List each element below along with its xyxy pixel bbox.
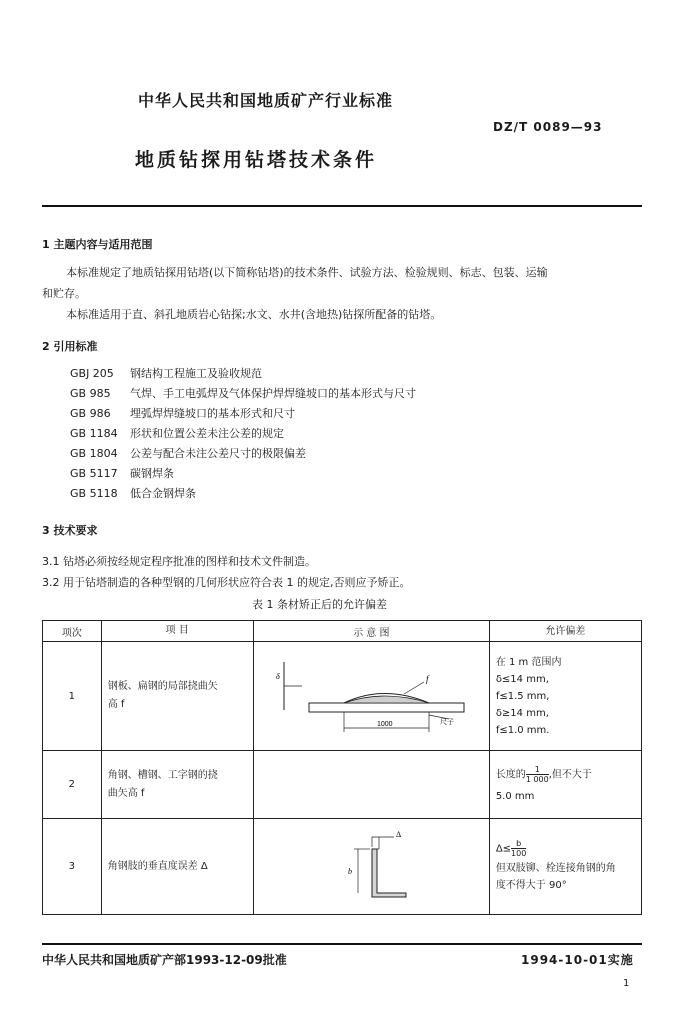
tolerance-line	[496, 839, 635, 858]
section-1-heading: 1 主题内容与适用范围	[42, 238, 153, 251]
fraction	[511, 839, 526, 858]
reference-item	[70, 484, 416, 504]
footer-divider	[42, 943, 642, 945]
fig-label-delta: δ	[275, 672, 280, 681]
tolerance-line: f≤1.5 mm,	[495, 690, 550, 702]
page-number: 1	[623, 978, 630, 989]
table-row	[43, 819, 642, 915]
row-item-line: 高 f	[107, 699, 125, 710]
tolerance-suffix: ,但不大于	[548, 769, 592, 780]
reference-title: 碳钢焊条	[130, 467, 174, 480]
row-figure-empty	[253, 751, 489, 819]
tolerance-line: 但双肢铆、栓连接角钢的角	[495, 863, 616, 874]
row-item-line: 钢板、扁钢的局部挠曲矢	[107, 681, 218, 692]
fraction-denominator: 1 000	[525, 774, 549, 784]
reference-item	[70, 404, 416, 424]
row-number: 3	[43, 819, 102, 915]
row-item: 角钢肢的垂直度误差 Δ	[101, 819, 253, 915]
tolerance-line: δ≤14 mm,	[495, 673, 549, 685]
reference-code: GBJ 205	[70, 367, 114, 380]
reference-list	[70, 364, 416, 504]
fraction-denominator: 100	[511, 849, 527, 858]
clause-3-1: 3.1 钻塔必须按经规定程序批准的图样和技术文件制造。	[42, 555, 316, 568]
section-2-heading: 2 引用标准	[42, 340, 98, 353]
tolerance-line	[496, 765, 635, 784]
tolerance-line: δ≥14 mm,	[495, 707, 549, 719]
row-number: 1	[43, 642, 102, 751]
row-tolerance	[489, 642, 641, 751]
fraction	[526, 765, 549, 784]
table-header-row	[43, 621, 642, 642]
reference-item	[70, 444, 416, 464]
fraction-numerator: b	[511, 839, 526, 849]
reference-code: GB 1184	[70, 427, 118, 440]
standard-number: DZ/T 0089—93	[493, 120, 603, 134]
row-tolerance	[489, 819, 641, 915]
reference-title: 气焊、手工电弧焊及气体保护焊焊缝坡口的基本形式与尺寸	[130, 387, 416, 400]
tolerance-line: 5.0 mm	[495, 790, 535, 802]
reference-item	[70, 384, 416, 404]
reference-item	[70, 464, 416, 484]
row-item-line: 角钢、槽钢、工字钢的挠	[107, 769, 218, 781]
row-tolerance	[489, 751, 641, 819]
tolerance-line: 在 1 m 范围内	[495, 656, 562, 668]
reference-code: GB 1804	[70, 447, 118, 460]
section-1-para1-line2: 和贮存。	[42, 287, 86, 300]
header-figure: 示 意 图	[253, 621, 489, 642]
ministry-standard-heading: 中华人民共和国地质矿产行业标准	[138, 91, 394, 110]
reference-code: GB 985	[70, 387, 111, 400]
reference-title: 形状和位置公差未注公差的规定	[130, 427, 284, 440]
document-title: 地质钻探用钻塔技术条件	[135, 149, 378, 171]
header-divider	[42, 205, 642, 207]
reference-title: 钢结构工程施工及验收规范	[130, 367, 262, 380]
section-1-para1-line1: 本标准规定了地质钻探用钻塔(以下简称钻塔)的技术条件、试验方法、检验规则、标志、包装、运输	[66, 266, 548, 279]
row-number: 2	[43, 751, 102, 819]
angle-steel-perpendicularity-diagram	[254, 819, 489, 911]
plate-bending-diagram	[254, 642, 489, 747]
fig-label-b: b	[347, 867, 352, 876]
table-row	[43, 642, 642, 751]
row-item-line: 曲矢高 f	[107, 787, 145, 799]
reference-item	[70, 364, 416, 384]
header-item: 项 目	[101, 621, 253, 642]
table-caption: 表 1 条材矫正后的允许偏差	[252, 598, 387, 611]
reference-item	[70, 424, 416, 444]
tolerance-line: 度不得大于 90°	[495, 880, 567, 891]
header-tolerance: 允许偏差	[489, 621, 641, 642]
approval-line: 中华人民共和国地质矿产部1993-12-09批准	[42, 953, 287, 967]
reference-title: 埋弧焊焊缝坡口的基本形式和尺寸	[130, 407, 295, 420]
tolerance-table	[42, 620, 642, 915]
reference-title: 低合金钢焊条	[130, 487, 196, 500]
implementation-date: 1994-10-01实施	[521, 953, 634, 967]
header-no: 项次	[43, 621, 102, 642]
row-figure	[253, 642, 489, 751]
section-1-para2: 本标准适用于直、斜孔地质岩心钻探;水文、水井(含地热)钻探所配备的钻塔。	[66, 308, 442, 321]
fig-label-length: 1000	[376, 721, 393, 728]
table-row	[43, 751, 642, 819]
reference-code: GB 5118	[70, 487, 118, 500]
tolerance-prefix: 长度的	[495, 769, 526, 780]
section-3-heading: 3 技术要求	[42, 524, 98, 537]
reference-title: 公差与配合未注公差尺寸的极限偏差	[130, 447, 306, 460]
tolerance-prefix: Δ≤	[495, 843, 512, 855]
row-item	[101, 751, 253, 819]
row-figure	[253, 819, 489, 915]
reference-code: GB 986	[70, 407, 111, 420]
fig-label-f: f	[425, 674, 429, 684]
clause-3-2: 3.2 用于钻塔制造的各种型钢的几何形状应符合表 1 的规定,否则应予矫正。	[42, 576, 411, 589]
fraction-numerator: 1	[526, 765, 549, 775]
tolerance-line: f≤1.0 mm.	[495, 724, 550, 736]
fig-label-ruler: 尺子	[439, 719, 454, 726]
row-item	[101, 642, 253, 751]
fig-label-delta: Δ	[395, 830, 401, 839]
reference-code: GB 5117	[70, 467, 118, 480]
